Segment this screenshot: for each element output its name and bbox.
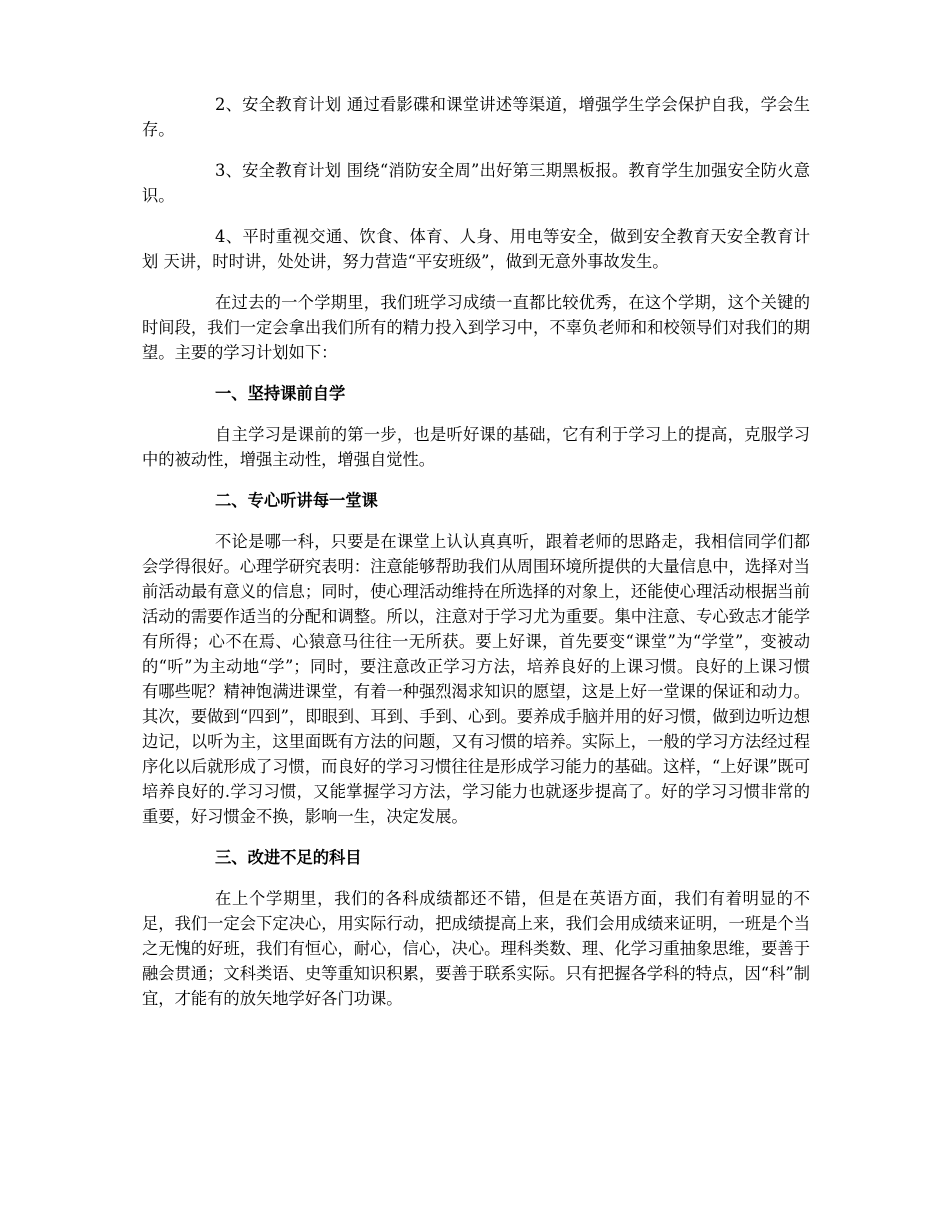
section-heading-1: 一、坚持课前自学 bbox=[215, 384, 346, 403]
paragraph-safety-item-4: 4、平时重视交通、饮食、体育、人身、用电等安全，做到安全教育天安全教育计划 天讲，时时讲，处处讲，努力营造“平安班级”，做到无意外事故发生。 bbox=[142, 227, 810, 271]
paragraph-self-study: 自主学习是课前的第一步，也是听好课的基础，它有利于学习上的提高，克服学习中的被动性，增强主动性，增强自觉性。 bbox=[142, 425, 810, 469]
paragraph-safety-item-2: 2、安全教育计划 通过看影碟和课堂讲述等渠道，增强学生学会保护自我，学会生存。 bbox=[142, 95, 810, 139]
document-page bbox=[142, 92, 810, 1027]
section-heading-2: 二、专心听讲每一堂课 bbox=[215, 491, 378, 510]
paragraph-study-intro: 在过去的一个学期里，我们班学习成绩一直都比较优秀，在这个学期，这个关键的时间段，我们一定会拿出我们所有的精力投入到学习中，不辜负老师和和校领导们对我们的期望。主要的学习计划如下： bbox=[142, 293, 810, 362]
paragraph-safety-item-3: 3、安全教育计划 围绕“消防安全周”出好第三期黑板报。教育学生加强安全防火意识。 bbox=[142, 161, 810, 205]
paragraph-improve-subjects: 在上个学期里，我们的各科成绩都还不错，但是在英语方面，我们有着明显的不足，我们一定会下定决心，用实际行动，把成绩提高上来，我们会用成绩来证明，一班是个当之无愧的好班，我们有恒心，耐心，信心，决心。理科类数、理、化学习重抽象思维，要善于融会贯通；文科类语、史等重知识积累，要善于联系实际。只有把握各学科的特点，因“科”制宜，才能有的放矢地学好各门功课。 bbox=[142, 889, 810, 1008]
paragraph-attentive-listening: 不论是哪一科，只要是在课堂上认认真真听，跟着老师的思路走，我相信同学们都会学得很好。心理学研究表明：注意能够帮助我们从周围环境所提供的大量信息中，选择对当前活动最有意义的信息；同时，使心理活动维持在所选择的对象上，还能使心理活动根据当前活动的需要作适当的分配和调整。所以，注意对于学习尤为重要。集中注意、专心致志才能学有所得；心不在焉、心猿意马往往一无所获。要上好课，首先要变“课堂”为“学堂”，变被动的“听”为主动地“学”；同时，要注意改正学习方法，培养良好的上课习惯。良好的上课习惯有哪些呢？精神饱满进课堂，有着一种强烈渴求知识的愿望，这是上好一堂课的保证和动力。其次，要做到“四到”，即眼到、耳到、手到、心到。要养成手脑并用的好习惯，做到边听边想边记，以听为主，这里面既有方法的问题，又有习惯的培养。实际上，一般的学习方法经过程序化以后就形成了习惯，而良好的学习习惯往往是形成学习能力的基础。这样，“上好课”既可培养良好的.学习习惯，又能掌握学习方法，学习能力也就逐步提高了。好的学习习惯非常的重要，好习惯金不换，影响一生，决定发展。 bbox=[142, 532, 810, 826]
section-heading-3: 三、改进不足的科目 bbox=[215, 848, 362, 867]
